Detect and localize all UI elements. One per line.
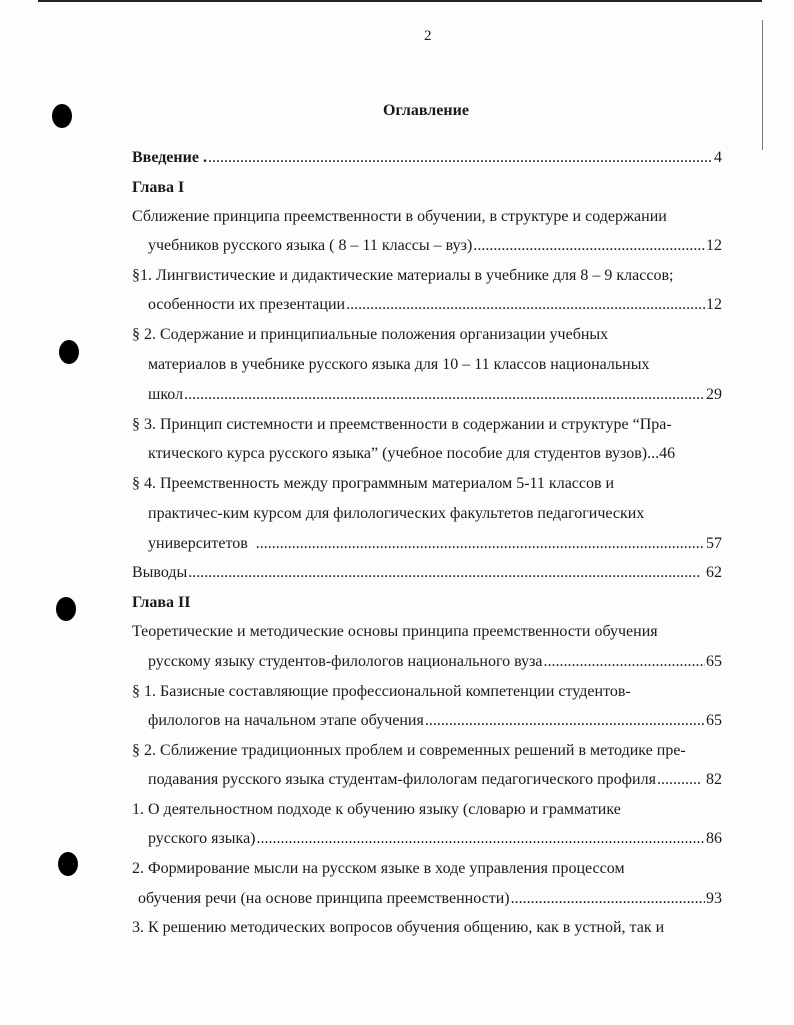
ch1-s4-page: 57 (706, 535, 722, 552)
ch1-s2-entry (148, 385, 722, 405)
toc-intro-label: Введение . (132, 149, 207, 166)
toc-heading: Оглавление (383, 102, 469, 119)
ch1-s4-entry (148, 534, 722, 554)
ch2-s1-entry (148, 711, 722, 731)
ch1-s4-line3: университетов (148, 535, 248, 552)
dot-leader (256, 534, 705, 554)
toc-intro (132, 148, 722, 168)
chapter1-subtitle-line1: Сближение принципа преемственности в обучении, в структуре и содержании (132, 208, 667, 225)
dot-leader (257, 829, 705, 849)
ch1-s1-entry (148, 295, 722, 315)
ch1-conclusions: Выводы (132, 564, 188, 581)
chapter2-title: Глава II (132, 594, 191, 611)
page-edge-right (762, 20, 763, 150)
ch2-p1-line1: 1. О деятельностном подходе к обучению языку (словарю и грамматике (132, 801, 621, 818)
ch2-s2-entry (148, 770, 722, 790)
ch1-s2-page: 29 (706, 386, 722, 403)
dot-leader (188, 563, 700, 583)
dot-leader (208, 148, 713, 168)
ch2-s2-line2: подавания русского языка студентам-филологам педагогического профиля (148, 771, 656, 788)
ch1-conclusions-entry (132, 563, 722, 583)
chapter2-subtitle-line1: Теоретические и методические основы принципа преемственности обучения (132, 623, 658, 640)
ch2-s2-line1: § 2. Сближение традиционных проблем и современных решений в методике пре- (132, 742, 686, 759)
punch-hole-1 (52, 104, 72, 128)
ch1-s3-line1: § 3. Принцип системности и преемственности в содержании и структуре “Пра- (132, 416, 672, 433)
dot-leader (425, 711, 705, 731)
chapter1-subtitle-entry (148, 236, 722, 256)
ch1-s2-line3: школ (148, 386, 184, 403)
ch2-p1-page: 86 (706, 830, 722, 847)
ch1-s2-line2: материалов в учебнике русского языка для 10 – 11 классов национальных (148, 356, 650, 373)
ch2-p2-entry (138, 889, 722, 909)
dot-leader (184, 385, 705, 405)
chapter1-title: Глава I (132, 179, 185, 196)
punch-hole-2 (59, 340, 79, 364)
ch2-p2-line1: 2. Формирование мысли на русском языке в ходе управления процессом (132, 860, 625, 877)
ch2-p2-page: 93 (706, 890, 722, 907)
ch2-s1-line1: § 1. Базисные составляющие профессиональной компетенции студентов- (132, 683, 631, 700)
chapter2-subtitle-page: 65 (706, 653, 722, 670)
ch1-s4-line2: практичес-ким курсом для филологических факультетов педагогических (148, 505, 645, 522)
ch2-p1-entry (148, 829, 722, 849)
ch2-p2-line2: обучения речи (на основе принципа преемственности) (138, 890, 510, 907)
ch1-s1-line1: §1. Лингвистические и дидактические материалы в учебнике для 8 – 9 классов; (132, 267, 674, 284)
ch2-p3-line1: 3. К решению методических вопросов обучения общению, как в устной, так и (132, 919, 665, 936)
page-number: 2 (424, 28, 432, 44)
page-edge-top (38, 0, 762, 2)
ch1-s1-line2: особенности их презентации (148, 296, 346, 313)
punch-hole-4 (58, 852, 78, 876)
ch2-s2-page: 82 (706, 771, 722, 788)
ch2-s1-line2: филологов на начальном этапе обучения (148, 712, 424, 729)
ch1-conclusions-page: 62 (706, 564, 722, 581)
chapter1-subtitle-line2: учебников русского языка ( 8 – 11 классы – вуз) (148, 237, 473, 254)
ch1-s3-line2: ктического курса русского языка” (учебное пособие для студентов вузов)...46 (148, 445, 676, 462)
chapter1-subtitle-page: 12 (706, 237, 722, 254)
dot-leader (657, 770, 702, 790)
chapter2-subtitle-entry (148, 652, 722, 672)
dot-leader (544, 652, 705, 672)
dot-leader (346, 295, 705, 315)
ch1-s4-line1: § 4. Преемственность между программным материалом 5-11 классов и (132, 475, 615, 492)
ch1-s1-page: 12 (706, 296, 722, 313)
ch2-p1-line2: русского языка) (148, 830, 256, 847)
ch2-s1-page: 65 (706, 712, 722, 729)
punch-hole-3 (56, 597, 76, 621)
dot-leader (473, 236, 705, 256)
toc-intro-page: 4 (714, 149, 722, 166)
chapter2-subtitle-line2: русскому языку студентов-филологов национального вуза (148, 653, 543, 670)
dot-leader (511, 889, 705, 909)
ch1-s2-line1: § 2. Содержание и принципиальные положения организации учебных (132, 326, 609, 343)
